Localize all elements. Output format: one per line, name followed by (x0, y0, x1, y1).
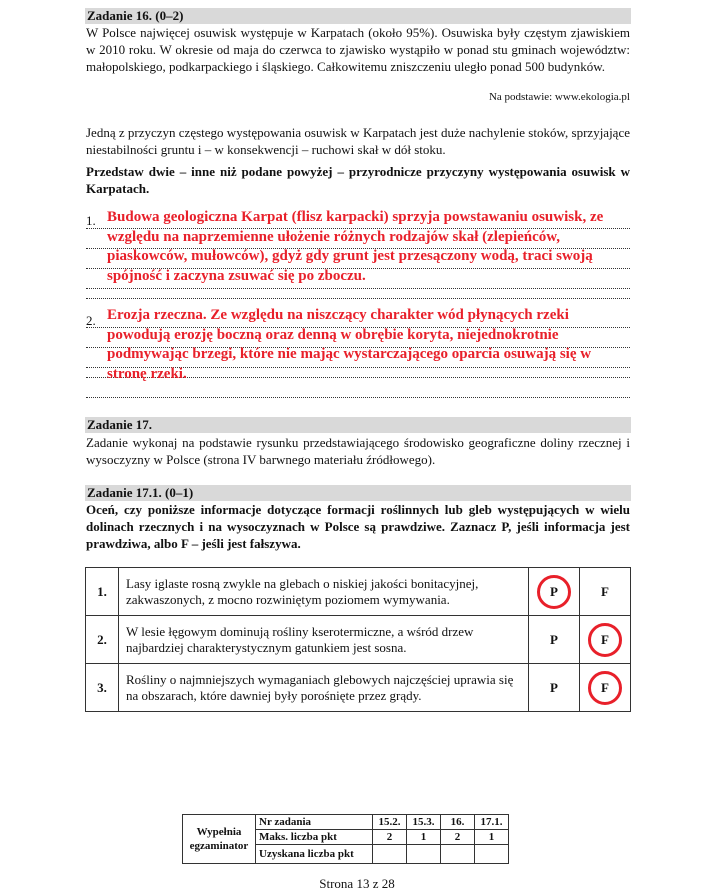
selection-circle (588, 623, 622, 657)
answer-2-handwritten: Erozja rzeczna. Ze względu na niszczący charakter wód płynących rzeki powodują erozję boczną oraz denną w obrębie koryta, niejednokrotnie podmywając brzegi, które nie mając wystarczającego oparcia osuwają się w stronę rzeki. (107, 307, 592, 382)
row-statement: Rośliny o najmniejszych wymaganiach glebowych najczęściej uprawia się na obszarach, które dawniej były porośnięte przez grądy. (119, 664, 529, 712)
task16-source: Na podstawie: www.ekologia.pl (488, 91, 630, 103)
row-number: 2. (86, 616, 119, 664)
answer-line (86, 288, 630, 289)
examiner-score-table (182, 814, 509, 864)
score-max: 1 (475, 830, 509, 845)
score-row-max-label: Maks. liczba pkt (256, 830, 373, 845)
score-task: 15.3. (407, 815, 441, 830)
table-row (86, 616, 631, 664)
option-f[interactable]: F (580, 616, 631, 664)
score-max: 1 (407, 830, 441, 845)
score-got-cell[interactable] (373, 845, 407, 864)
task16-context: Jedną z przyczyn częstego występowania osuwisk w Karpatach jest duże nachylenie stoków, sprzyjające niestabilności gruntu i – w konsekwencji – ruchowi skał w dół stoku. (86, 125, 630, 157)
score-max: 2 (441, 830, 475, 845)
true-false-table (85, 567, 631, 712)
task171-header: Zadanie 17.1. (0–1) (85, 485, 631, 501)
task17-header: Zadanie 17. (85, 417, 631, 433)
task16-header: Zadanie 16. (0–2) (85, 8, 631, 24)
row-number: 1. (86, 568, 119, 616)
score-task: 16. (441, 815, 475, 830)
option-p[interactable]: P (529, 664, 580, 712)
answer-line (86, 298, 630, 299)
option-p[interactable]: P (529, 616, 580, 664)
score-got-cell[interactable] (407, 845, 441, 864)
selection-circle (588, 671, 622, 705)
answer-1-number: 1. (86, 213, 96, 228)
answer-1-handwritten: Budowa geologiczna Karpat (flisz karpacki) sprzyja powstawaniu osuwisk, ze względu na naprzemienne ułożenie różnych rodzajów skał (zlepieńców, piaskowców, mułowców), gdyż gdy grunt jest przesączony wodą, traci swoją spójność i zaczyna zsuwać się po zboczu. (107, 209, 604, 284)
option-p[interactable]: P (529, 568, 580, 616)
task16-instruction: Przedstaw dwie – inne niż podane powyżej – przyrodnicze przyczyny występowania osuwisk w Karpatach. (86, 164, 630, 196)
task16-intro: W Polsce najwięcej osuwisk występuje w Karpatach (około 95%). Osuwiska były częstym zjawiskiem w 2010 roku. W okresie od maja do czerwca to zjawisko wystąpiło w ponad stu gminach województw: małopolskiego, podkarpackiego i śląskiego. Całkowitemu zniszczeniu uległo ponad 500 budynków. (86, 25, 630, 74)
score-task: 17.1. (475, 815, 509, 830)
answer-line (86, 397, 630, 398)
row-number: 3. (86, 664, 119, 712)
score-row-task-label: Nr zadania (256, 815, 373, 830)
score-got-cell[interactable] (475, 845, 509, 864)
option-f[interactable]: F (580, 664, 631, 712)
examiner-label: Wypełnia egzaminator (183, 815, 256, 864)
score-task: 15.2. (373, 815, 407, 830)
answer-2-number: 2. (86, 313, 96, 328)
score-row-got-label: Uzyskana liczba pkt (256, 845, 373, 864)
score-max: 2 (373, 830, 407, 845)
task17-text: Zadanie wykonaj na podstawie rysunku przedstawiającego środowisko geograficzne doliny rzecznej i wysoczyzny w Polsce (strona IV barwnego materiału źródłowego). (86, 435, 630, 467)
table-row (86, 664, 631, 712)
table-row (86, 568, 631, 616)
selection-circle (537, 575, 571, 609)
row-statement: Lasy iglaste rosną zwykle na glebach o niskiej jakości bonitacyjnej, zakwaszonych, z mocno rozwiniętym poziomem wymywania. (119, 568, 529, 616)
task171-instruction: Oceń, czy poniższe informacje dotyczące formacji roślinnych lub gleb występujących w wielu dolinach rzecznych i na wysoczyznach w Polsce są prawdziwe. Zaznacz P, jeśli informacja jest prawdziwa, albo F – jeśli jest fałszywa. (86, 502, 630, 551)
score-got-cell[interactable] (441, 845, 475, 864)
row-statement: W lesie łęgowym dominują rośliny kserotermiczne, a wśród drzew najbardziej charakterystycznym gatunkiem jest sosna. (119, 616, 529, 664)
option-f[interactable]: F (580, 568, 631, 616)
page-number: Strona 13 z 28 (319, 876, 395, 891)
